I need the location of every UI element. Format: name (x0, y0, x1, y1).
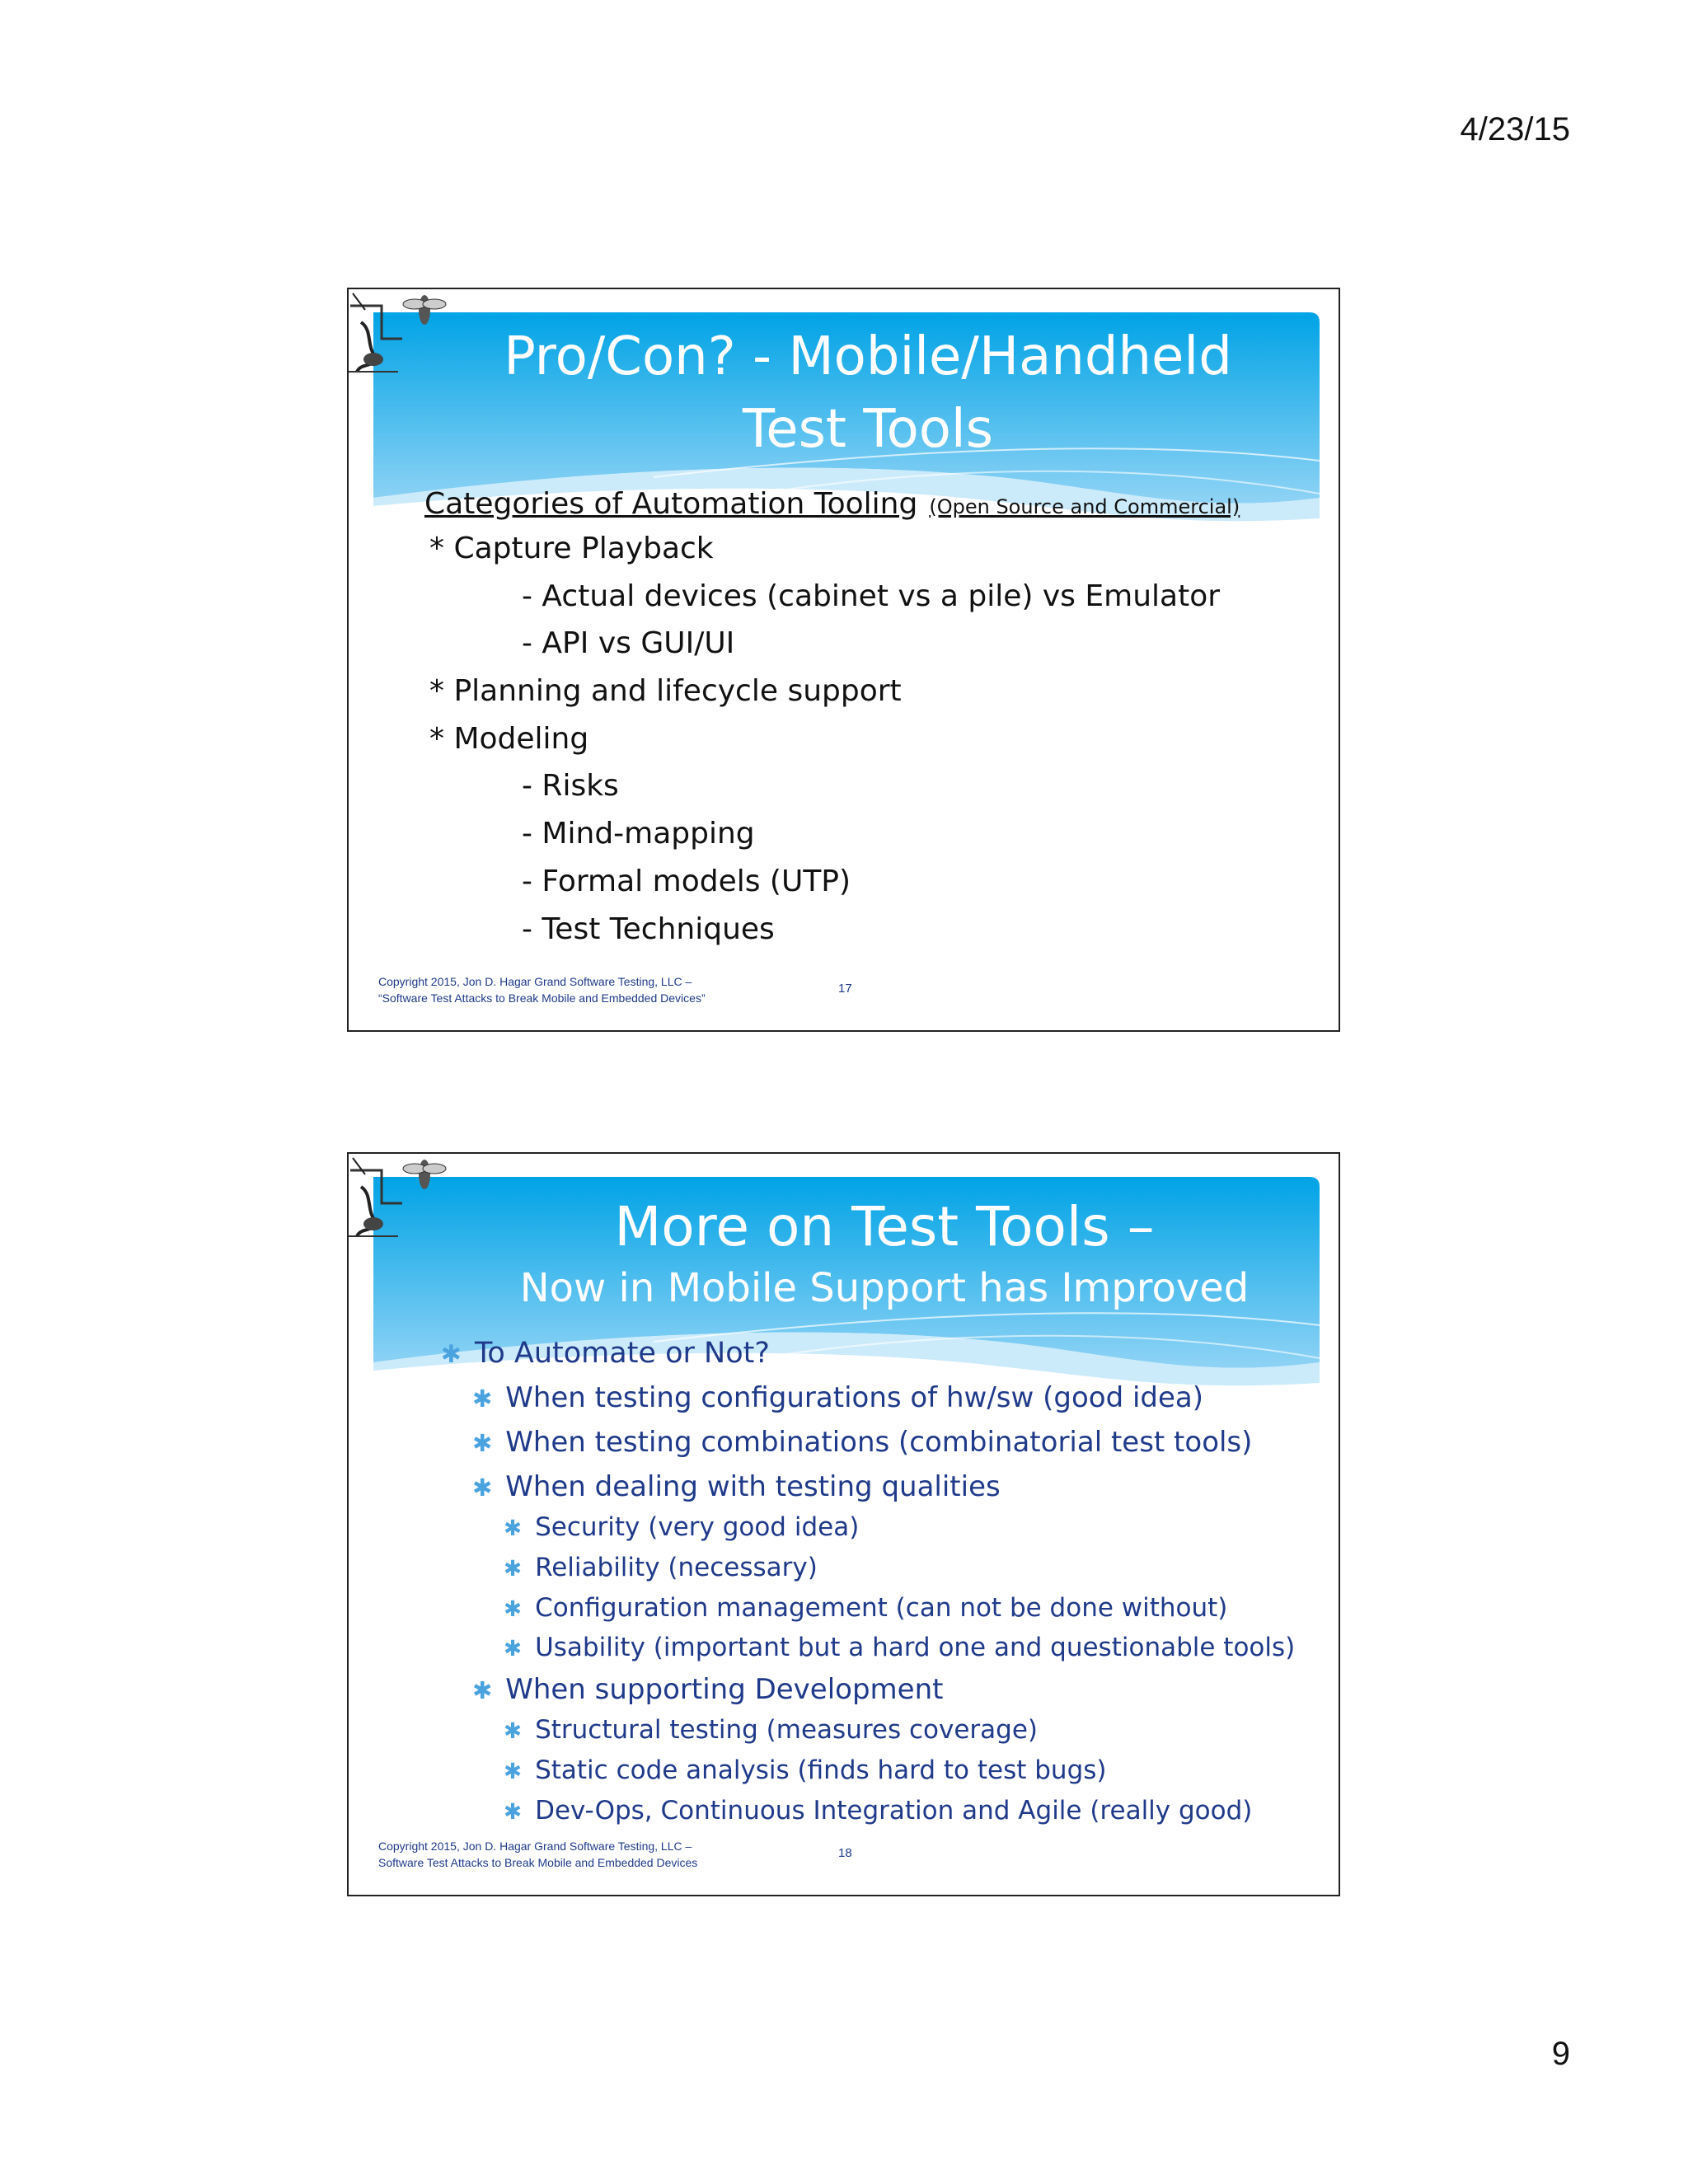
bullet-item: ✱ Usability (important but a hard one and questionable tools) (504, 1633, 1296, 1662)
bullet-item: ✱ Dev-Ops, Continuous Integration and Agile (really good) (504, 1796, 1253, 1825)
list-item: * Capture Playback (429, 532, 714, 565)
slide-number: 17 (838, 982, 852, 996)
bullet-item: ✱ When testing combinations (combinatorial test tools) (472, 1426, 1253, 1459)
bullet-item: ✱ When testing configurations of hw/sw (good idea) (472, 1381, 1203, 1414)
list-item: * Modeling (429, 722, 589, 756)
bullet-star-icon: ✱ (441, 1340, 462, 1369)
slide-title-line2: Test Tools (742, 399, 994, 460)
list-item: - Actual devices (cabinet vs a pile) vs Emulator (522, 579, 1221, 613)
list-item: - API vs GUI/UI (522, 626, 735, 660)
bullet-star-icon: ✱ (504, 1597, 523, 1622)
section-heading: Categories of Automation Tooling (Open Source and Commercial) (424, 487, 1240, 521)
bullet-item: ✱ When supporting Development (472, 1673, 944, 1706)
bullet-star-icon: ✱ (472, 1385, 493, 1413)
heading-note: (Open Source and Commercial) (929, 495, 1240, 518)
bullet-star-icon: ✱ (504, 1637, 523, 1661)
list-item: - Mind-mapping (522, 817, 755, 851)
slide-17 (347, 288, 1340, 1032)
bullet-star-icon: ✱ (504, 1557, 523, 1582)
bullet-star-icon: ✱ (472, 1676, 493, 1704)
bullet-star-icon: ✱ (472, 1474, 493, 1502)
bullet-item: ✱ Static code analysis (finds hard to test bugs) (504, 1755, 1107, 1785)
bullet-item: ✱ Configuration management (can not be done without) (504, 1593, 1228, 1623)
bullet-item: ✱ Reliability (necessary) (504, 1553, 818, 1582)
bullet-item: ✱ Security (very good idea) (504, 1512, 860, 1542)
slide-18 (347, 1152, 1340, 1896)
slide-title-subtitle: Now in Mobile Support has Improved (519, 1265, 1250, 1311)
page-date: 4/23/15 (1460, 111, 1570, 148)
bullet-item: ✱ When dealing with testing qualities (472, 1470, 1001, 1503)
slide-title-line1: More on Test Tools – (614, 1195, 1155, 1258)
bullet-item: ✱ Structural testing (measures coverage) (504, 1715, 1038, 1745)
copyright-notice: Copyright 2015, Jon D. Hagar Grand Software Testing, LLC – Software Test Attacks to Break Mobile and Embedded Devices (378, 1840, 698, 1869)
bullet-item: ✱ To Automate or Not? (441, 1337, 770, 1370)
slide-number: 18 (838, 1846, 852, 1860)
page-number: 9 (1551, 2036, 1570, 2072)
list-item: - Test Techniques (522, 912, 775, 946)
bullet-star-icon: ✱ (472, 1429, 493, 1457)
list-item: - Formal models (UTP) (522, 865, 851, 898)
list-item: - Risks (522, 769, 619, 803)
copyright-notice: Copyright 2015, Jon D. Hagar Grand Software Testing, LLC – “Software Test Attacks to Break Mobile and Embedded Devices” (378, 975, 706, 1005)
slide-title-line1: Pro/Con? - Mobile/Handheld (504, 326, 1232, 387)
bullet-star-icon: ✱ (504, 1719, 523, 1744)
list-item: * Planning and lifecycle support (429, 674, 902, 708)
bullet-star-icon: ✱ (504, 1516, 523, 1541)
bullet-star-icon: ✱ (504, 1760, 523, 1784)
bullet-star-icon: ✱ (504, 1800, 523, 1825)
